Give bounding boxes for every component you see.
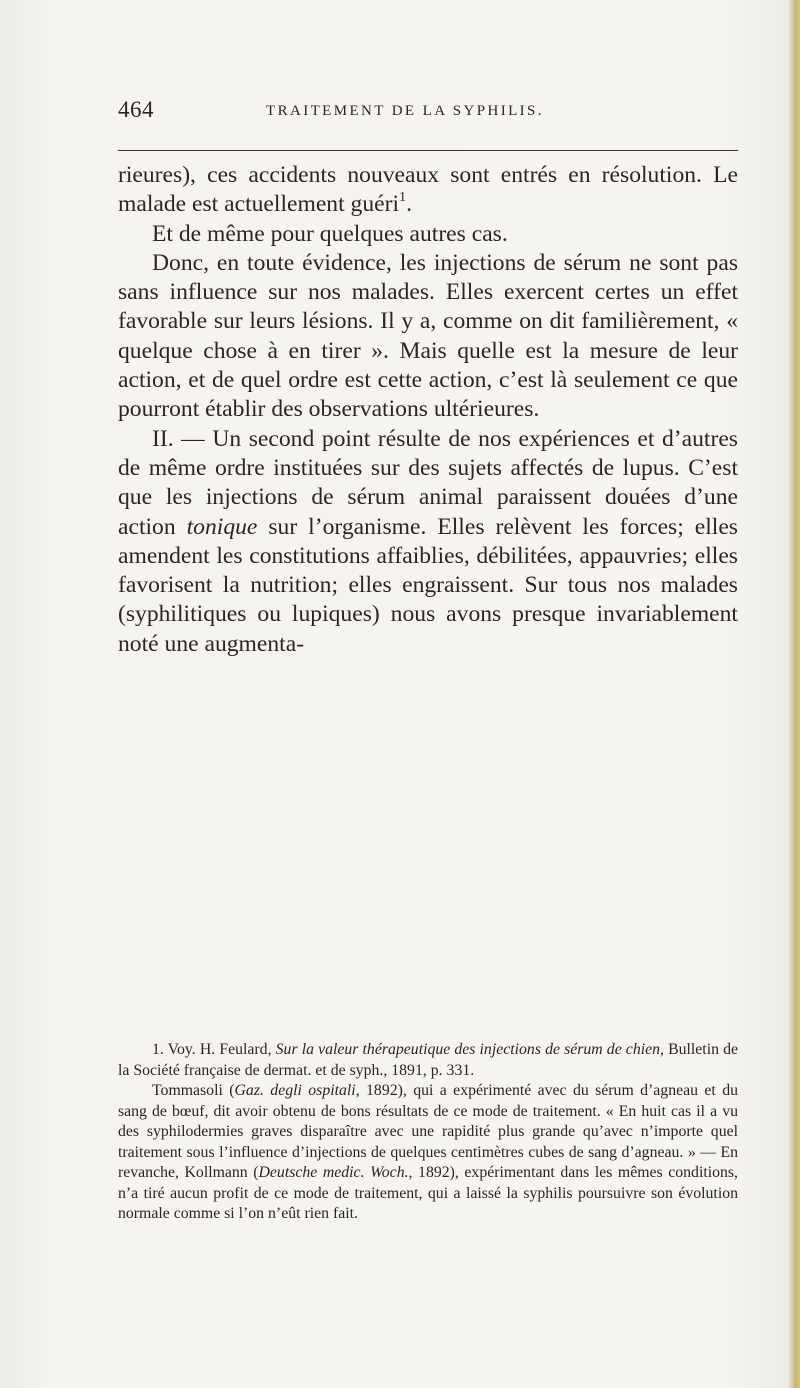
running-title: TRAITEMENT DE LA SYPHILIS. [266, 103, 544, 119]
footnote [118, 1081, 738, 1225]
paragraph-text: sur l’organisme. Elles relèvent les forces; elles amendent les constitutions affaiblies, débilitées, appauvries; elles favorisent la nutrition; elles engraissent. Sur tous nos malades (syphilitiques ou lupiques) nous avons presque invariablement noté une augmenta- [118, 513, 738, 657]
footnote-text: , Bulletin de la Société française de dermat. et de syph., 1891, p. 331. [118, 1041, 738, 1079]
footnote [118, 1040, 738, 1081]
page-edge [788, 0, 800, 1388]
emphasis: tonique [186, 513, 258, 540]
footnote-title: Sur la valeur thérapeutique des injections de sérum de chien [275, 1041, 661, 1058]
page-number: 464 [118, 97, 154, 122]
paragraph: Donc, en toute évidence, les injections de sérum ne sont pas sans influence sur nos malades. Elles exercent certes un effet favorable sur leurs lésions. Il y a, comme on dit familièrement, « quelque chose à en tirer ». Mais quelle est la mesure de leur action, et de quel ordre est cette action, c’est là seulement ce que pourront établir des observations ultérieures. [118, 249, 738, 423]
paragraph: Et de même pour quelques autres cas. [152, 220, 508, 247]
header-rule [118, 150, 738, 151]
paragraph-text: rieures), ces accidents nouveaux sont entrés en résolution. Le malade est actuellement guéri [118, 162, 738, 218]
running-head [118, 97, 738, 127]
footnote-text: Tommasoli ( [152, 1082, 235, 1099]
footnote-title: Deutsche medic. Woch. [258, 1164, 409, 1181]
footnote-text: 1. Voy. H. Feulard, [152, 1041, 276, 1058]
footnote-text: , 1892), expérimentant dans les mêmes conditions, n’a tiré aucun profit de ce mode de traitement, qui a laissé la syphilis poursuivre son évolution normale comme si l’on n’eût rien fait. [118, 1164, 739, 1222]
footnote-ref: 1 [399, 189, 407, 206]
footnote-title: Gaz. degli ospitali [234, 1082, 356, 1099]
main-text [118, 161, 738, 659]
paragraph [118, 425, 738, 659]
footnote-text: , 1892), qui a expérimenté avec du sérum d’agneau et du sang de bœuf, dit avoir obtenu de bons résultats de ce mode de traitement. « En huit cas il a vu des syphilodermies graves disparaître avec une rapidité plus grande qu’avec n’importe quel traitement sous l’influence d’injections de quelques centimètres cubes de sang d’agneau. » — En revanche, Kollmann ( [118, 1082, 738, 1181]
paragraph-text: II. — Un second point résulte de nos expériences et d’autres de même ordre instituées sur des sujets affectés de lupus. C’est que les injections de sérum animal paraissent douées d’une action [118, 425, 738, 540]
footnotes [118, 1040, 738, 1225]
paragraph [118, 161, 738, 220]
paragraph-text: . [406, 191, 413, 218]
